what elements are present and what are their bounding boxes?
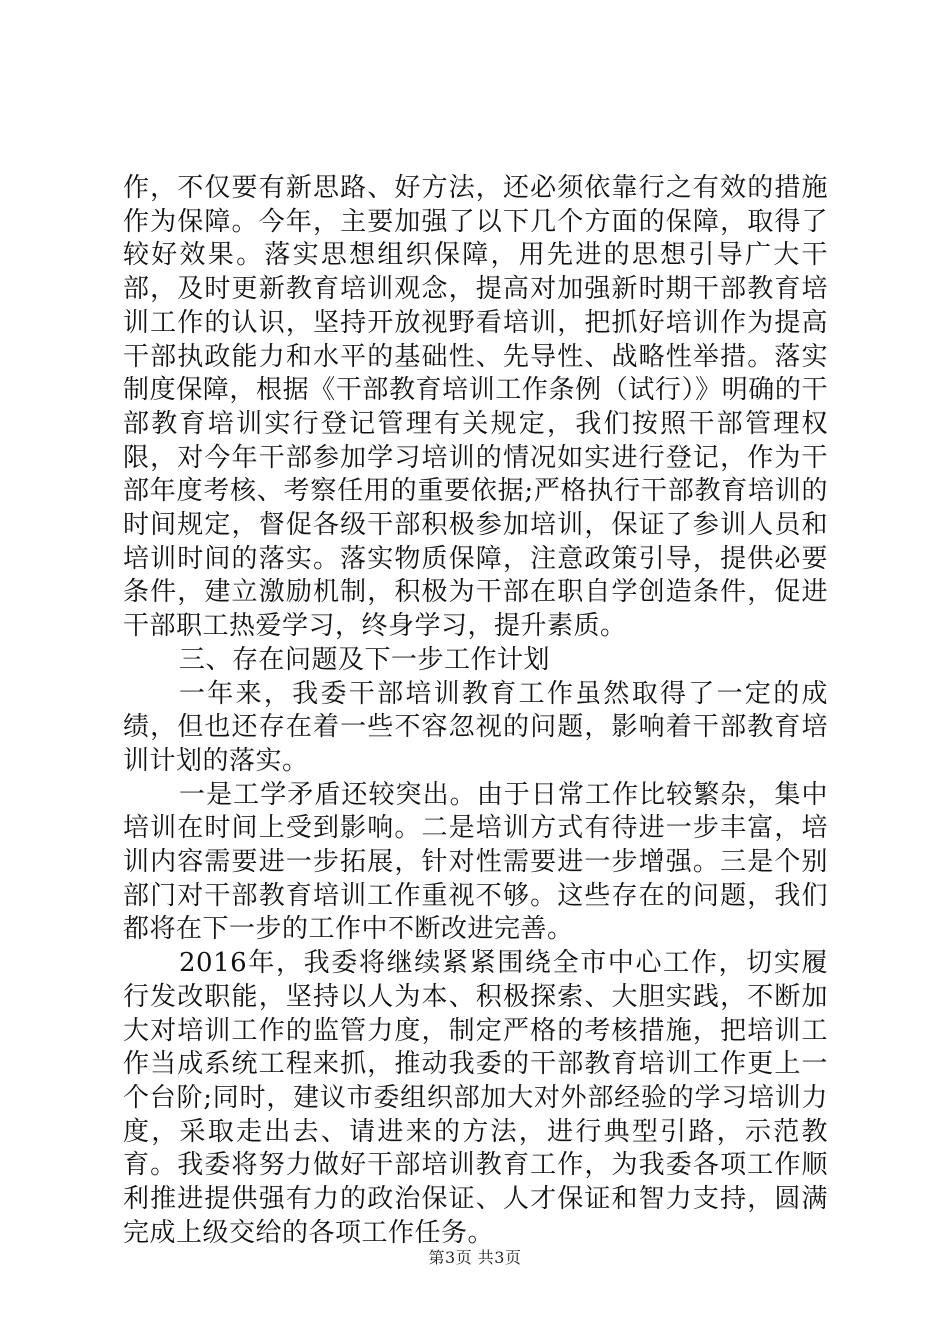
document-body bbox=[123, 172, 828, 1251]
section-heading-problems: 三、存在问题及下一步工作计划 bbox=[179, 644, 551, 675]
paragraph-summary: 一年来，我委干部培训教育工作虽然取得了一定的成绩，但也还存在着一些不容忽视的问题，影响着干部教育培训计划的落实。 bbox=[123, 678, 828, 776]
paragraph-next-year-plan: 2016年，我委将继续紧紧围绕全市中心工作，切实履行发改职能，坚持以人为本、积极探索、大胆实践，不断加大对培训工作的监管力度，制定严格的考核措施，把培训工作当成系统工程来抓，推动我委的干部教育培训工作更上一个台阶;同时，建议市委组织部加大对外部经验的学习培训力度，采取走出去、请进来的方法，进行典型引路，示范教育。我委将努力做好干部培训教育工作，为我委各项工作顺利推进提供强有力的政治保证、人才保证和智力支持，圆满完成上级交给的各项工作任务。 bbox=[123, 948, 828, 1248]
paragraph-guarantees: 作，不仅要有新思路、好方法，还必须依靠行之有效的措施作为保障。今年，主要加强了以下几个方面的保障，取得了较好效果。落实思想组织保障，用先进的思想引导广大干部，及时更新教育培训观念，提高对加强新时期干部教育培训工作的认识，坚持开放视野看培训，把抓好培训作为提高干部执政能力和水平的基础性、先导性、战略性举措。落实制度保障，根据《干部教育培训工作条例（试行）》明确的干部教育培训实行登记管理有关规定，我们按照干部管理权限，对今年干部参加学习培训的情况如实进行登记，作为干部年度考核、考察任用的重要依据;严格执行干部教育培训的时间规定，督促各级干部积极参加培训，保证了参训人员和培训时间的落实。落实物质保障，注意政策引导，提供必要条件，建立激励机制，积极为干部在职自学创造条件，促进干部职工热爱学习，终身学习，提升素质。 bbox=[123, 173, 828, 642]
page-footer: 第3页 共3页 bbox=[428, 1248, 522, 1267]
paragraph-problems-list: 一是工学矛盾还较突出。由于日常工作比较繁杂，集中培训在时间上受到影响。二是培训方式有待进一步丰富，培训内容需要进一步拓展，针对性需要进一步增强。三是个别部门对干部教育培训工作重视不够。这些存在的问题，我们都将在下一步的工作中不断改进完善。 bbox=[123, 779, 828, 945]
